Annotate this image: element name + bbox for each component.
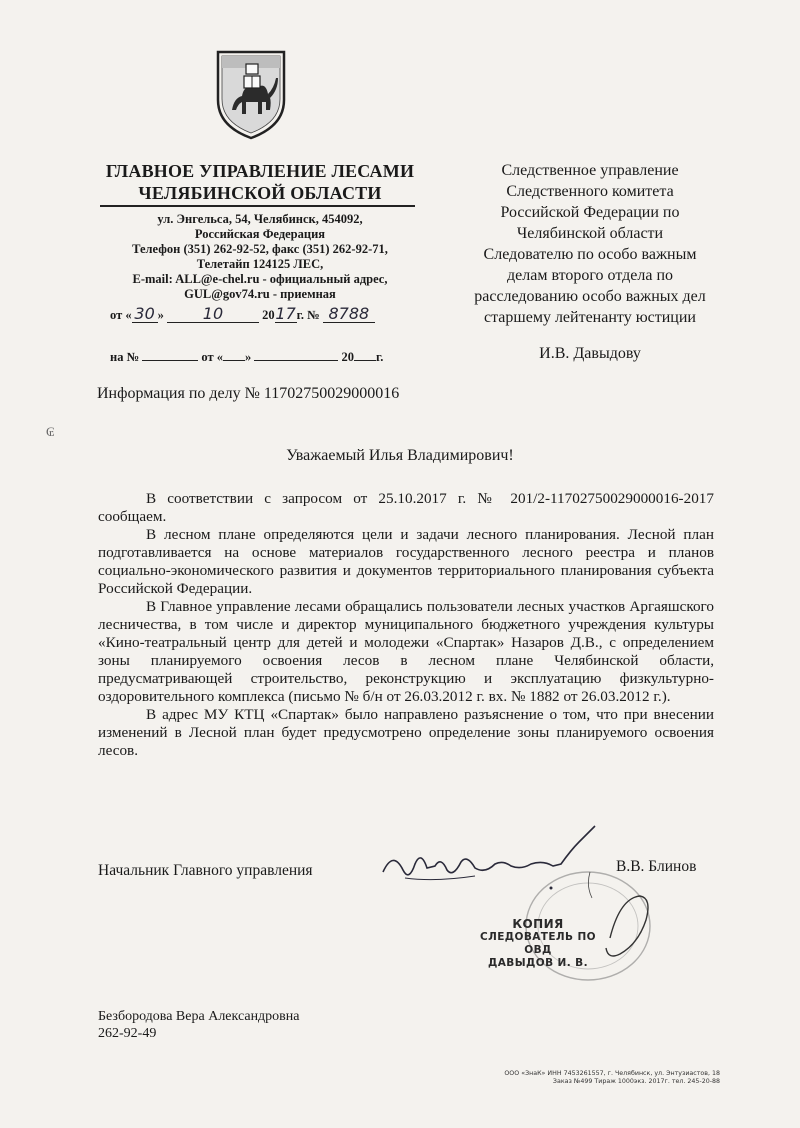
ref-year-prefix: 20 <box>262 308 275 322</box>
addressee-line: Следственного комитета <box>506 183 674 200</box>
addressee-line: Следственное управление <box>501 162 679 179</box>
incoming-from-label: от « <box>201 350 223 364</box>
body-paragraph: В соответствии с запросом от 25.10.2017 г. № 201/2-11702750029000016-2017 сообщаем. <box>98 490 714 525</box>
address-line: ул. Энгельса, 54, Челябинск, 454092, <box>157 212 363 226</box>
ref-year-unit: г. <box>296 308 305 322</box>
incoming-year-blank <box>354 348 376 361</box>
organization-name-line2: ЧЕЛЯБИНСКОЙ ОБЛАСТИ <box>138 183 382 203</box>
ref-month: 10 <box>167 306 259 323</box>
letterhead-divider <box>100 205 415 207</box>
incoming-number-label: на № <box>110 350 140 364</box>
margin-mark-icon: ₢ <box>46 424 55 439</box>
addressee-line: Челябинской области <box>516 225 664 242</box>
body-paragraph: В Главное управление лесами обращались пользователи лесных участков Аргаяшского лесничества, в том числе и директор муниципального бюджетного учреждения культуры «Кино-театральный центр для детей и молодежи «Спартак» Назаров Д.В., с определением зоны планируемого освоения лесов в лесном плане Челябинской области, предусматривающей строительство, реконструкцию и эксплуатацию физкультурно-оздоровительного комплекса (письмо № б/н от 26.03.2012 г. вх. № 1882 от 26.03.2012 г.). <box>98 598 714 705</box>
addressee-line: старшему лейтенанту юстиции <box>484 309 696 326</box>
copy-stamp <box>478 918 598 970</box>
executor-phone: 262-92-49 <box>98 1026 157 1041</box>
ref-from-label: от « <box>110 308 132 322</box>
addressee-line: делам второго отдела по <box>506 267 673 284</box>
body-paragraph: В адрес МУ КТЦ «Спартак» было направлено разъяснение о том, что при внесении изменений в Лесной план будет предусмотрено определение зоны планируемого освоения лесов. <box>98 706 714 759</box>
subject-line: Информация по делу № 11702750029000016 <box>97 385 400 402</box>
footer-line: ООО «ЗнаК» ИНН 7453261557, г. Челябинск, ул. Энтузиастов, 18 <box>504 1070 720 1077</box>
addressee-block <box>440 160 740 328</box>
ref-number-label: № <box>307 308 320 322</box>
copy-stamp-line: СЛЕДОВАТЕЛЬ ПО ОВД <box>479 931 597 956</box>
body-paragraph: В лесном плане определяются цели и задачи лесного планирования. Лесной план подготавливается на основе материалов государственного лесного реестра и планов социально-экономического развития и документов территориального планирования субъекта Российской Федерации. <box>98 526 714 597</box>
ref-number: 8788 <box>323 306 375 323</box>
copy-stamp-line: ДАВЫДОВ И. В. <box>488 957 588 969</box>
address-line: E-mail: ALL@e-chel.ru - официальный адрес, <box>132 272 388 286</box>
addressee-line: Российской Федерации по <box>500 204 680 221</box>
address-line: Российская Федерация <box>194 227 326 241</box>
signer-title: Начальник Главного управления <box>98 862 313 879</box>
addressee-line: Следователю по особо важным <box>483 246 697 263</box>
salutation: Уважаемый Илья Владимирович! <box>286 447 514 464</box>
signer-name: В.В. Блинов <box>616 858 697 875</box>
address-line: Телефон (351) 262-92-52, факс (351) 262-92-71, <box>132 242 388 256</box>
organization-name-line1: ГЛАВНОЕ УПРАВЛЕНИЕ ЛЕСАМИ <box>105 161 415 181</box>
executor-block <box>98 1008 300 1042</box>
coat-of-arms-icon <box>212 48 290 140</box>
incoming-month-blank <box>254 348 338 361</box>
printer-footer <box>480 1070 720 1086</box>
incoming-year-unit: г. <box>376 350 384 364</box>
incoming-day-blank <box>223 348 245 361</box>
ref-day: 30 <box>132 306 158 323</box>
organization-address <box>100 212 420 302</box>
copy-stamp-line: КОПИЯ <box>512 917 564 931</box>
outgoing-reference: от « 30 » 10 2017г. № 8788 <box>110 306 375 323</box>
address-line: Телетайп 124125 ЛЕС, <box>196 257 324 271</box>
incoming-year-prefix: 20 <box>341 350 354 364</box>
executor-name: Безбородова Вера Александровна <box>98 1009 300 1024</box>
incoming-reference: на № от « » 20 г. <box>110 350 384 364</box>
ref-year: 17 <box>275 304 296 323</box>
letter-body <box>98 490 714 760</box>
addressee-line: расследованию особо важных дел <box>474 288 706 305</box>
organization-name <box>100 160 420 204</box>
footer-line: Заказ №499 Тираж 1000экз. 2017г. тел. 245-20-88 <box>552 1078 720 1085</box>
addressee-name: И.В. Давыдову <box>539 345 641 362</box>
address-line: GUL@gov74.ru - приемная <box>184 287 336 301</box>
incoming-number-blank <box>142 348 198 361</box>
